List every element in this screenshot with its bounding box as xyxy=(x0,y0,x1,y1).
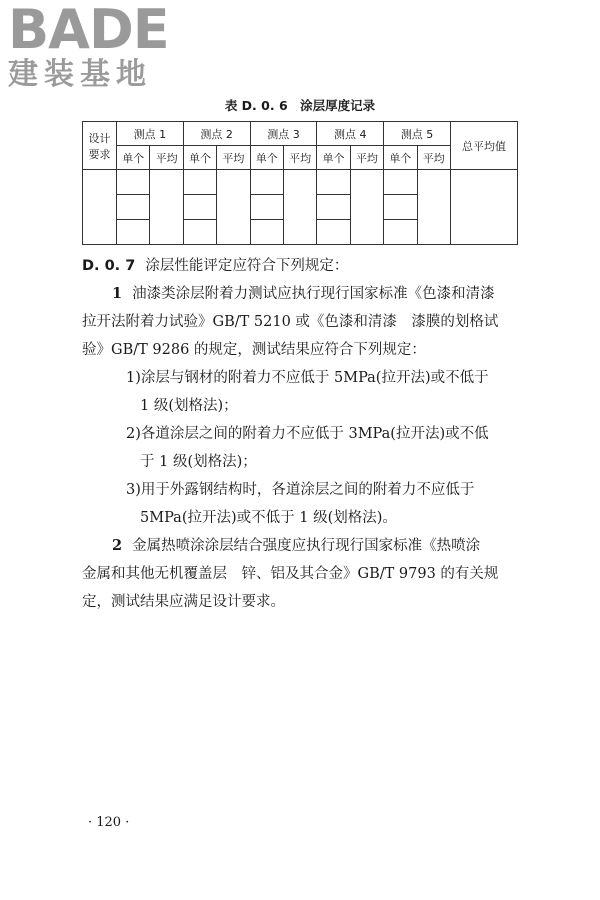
single-cell xyxy=(384,220,417,245)
average-cell xyxy=(217,170,250,245)
item-1-line: 拉开法附着力试验》GB/T 5210 或《色漆和清漆 漆膜的划格试 xyxy=(82,314,499,330)
average-cell xyxy=(283,170,316,245)
logo-chinese-text: 建装基地 xyxy=(8,57,152,92)
single-header: 单个 xyxy=(117,146,150,170)
subitem-2-line: 2)各道涂层之间的附着力不应低于 3MPa(拉开法)或不低 xyxy=(126,426,489,442)
single-header: 单个 xyxy=(317,146,350,170)
average-header: 平均 xyxy=(217,146,250,170)
design-value-cell xyxy=(83,170,117,245)
item-1-line: 验》GB/T 9286 的规定，测试结果应符合下列规定： xyxy=(82,342,426,358)
item-1-line: 1 油漆类涂层附着力测试应执行现行国家标准《色漆和清漆 xyxy=(112,285,495,302)
single-header: 单个 xyxy=(250,146,283,170)
section-heading xyxy=(82,252,520,280)
single-cell xyxy=(250,220,283,245)
point-3-header: 测点 3 xyxy=(250,122,317,146)
single-cell xyxy=(250,170,283,195)
single-cell xyxy=(384,170,417,195)
bade-logo xyxy=(8,2,178,92)
coating-thickness-table xyxy=(82,121,518,245)
point-4-header: 测点 4 xyxy=(317,122,384,146)
table-row xyxy=(83,170,518,195)
item-2-line: 2 金属热喷涂涂层结合强度应执行现行国家标准《热喷涂 xyxy=(112,537,481,554)
subitem-3-line: 3)用于外露钢结构时，各道涂层之间的附着力不应低于 xyxy=(126,482,475,498)
design-requirement-header: 设计 要求 xyxy=(83,122,117,170)
single-cell xyxy=(183,220,216,245)
subitem-3-line: 5MPa(拉开法)或不低于 1 级(划格法)。 xyxy=(140,510,397,526)
average-cell xyxy=(150,170,183,245)
clause-body xyxy=(82,252,520,616)
single-cell xyxy=(250,195,283,220)
total-average-cell xyxy=(451,170,518,245)
single-cell xyxy=(317,195,350,220)
average-header: 平均 xyxy=(283,146,316,170)
single-cell xyxy=(117,170,150,195)
single-cell xyxy=(183,195,216,220)
subitem-1-line: 1 级(划格法)； xyxy=(140,398,238,414)
item-number: 2 xyxy=(112,537,123,554)
average-header: 平均 xyxy=(417,146,450,170)
point-2-header: 测点 2 xyxy=(183,122,250,146)
logo-latin-text: BADE xyxy=(8,0,169,61)
table-header-row xyxy=(83,122,518,146)
average-cell xyxy=(417,170,450,245)
single-cell xyxy=(317,220,350,245)
point-1-header: 测点 1 xyxy=(117,122,184,146)
item-2-line: 定，测试结果应满足设计要求。 xyxy=(82,594,285,610)
section-number: D. 0. 7 xyxy=(82,258,136,274)
single-cell xyxy=(117,220,150,245)
single-cell xyxy=(384,195,417,220)
single-header: 单个 xyxy=(384,146,417,170)
subitem-1-line: 1)涂层与钢材的附着力不应低于 5MPa(拉开法)或不低于 xyxy=(126,370,489,386)
item-2-line: 金属和其他无机覆盖层 锌、铝及其合金》GB/T 9793 的有关规 xyxy=(82,566,499,582)
point-5-header: 测点 5 xyxy=(384,122,451,146)
single-cell xyxy=(183,170,216,195)
page-number: · 120 · xyxy=(88,815,130,830)
single-cell xyxy=(117,195,150,220)
single-header: 单个 xyxy=(183,146,216,170)
total-average-header: 总平均值 xyxy=(451,122,518,170)
subitem-2-line: 于 1 级(划格法)； xyxy=(140,454,257,470)
average-cell xyxy=(350,170,383,245)
section-intro: 涂层性能评定应符合下列规定： xyxy=(145,258,349,274)
table-caption: 表 D. 0. 6 涂层厚度记录 xyxy=(224,98,376,113)
average-header: 平均 xyxy=(150,146,183,170)
single-cell xyxy=(317,170,350,195)
average-header: 平均 xyxy=(350,146,383,170)
item-number: 1 xyxy=(112,285,123,302)
